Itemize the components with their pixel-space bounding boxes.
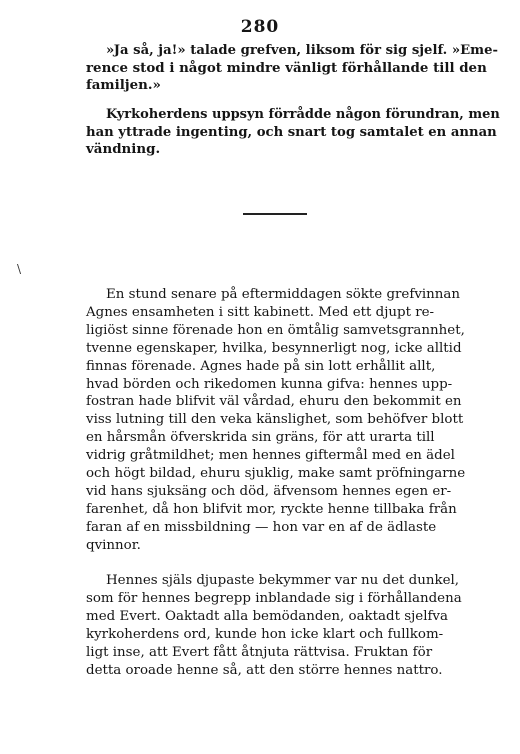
text-line: faran af en missbildning — hon var en af de ädlaste bbox=[86, 519, 437, 535]
text-line: »Ja så, ja!» talade grefven, liksom för sig sjelf. »Eme- bbox=[106, 43, 498, 58]
paragraph-2 bbox=[86, 106, 500, 159]
text-line: Hennes själs djupaste bekymmer var nu det dunkel, bbox=[106, 573, 460, 588]
text-line: qvinnor. bbox=[86, 537, 141, 553]
text-line: som för hennes begrepp inblandade sig i förhållandena bbox=[86, 590, 462, 606]
text-line: han yttrade ingenting, och snart tog samtalet en annan bbox=[86, 124, 497, 140]
text-line: fostran hade blifvit väl vårdad, ehuru den bekommit en bbox=[86, 394, 462, 410]
text-line: en hårsmån öfverskrida sin gräns, för att urarta till bbox=[86, 430, 435, 446]
text-line: vidrig gråtmildhet; men hennes giftermål med en ädel bbox=[86, 448, 455, 464]
margin-mark: \ bbox=[17, 262, 22, 276]
text-line: med Evert. Oaktadt alla bemödanden, oaktadt sjelfva bbox=[86, 608, 448, 624]
text-line: farenhet, då hon blifvit mor, ryckte henne tillbaka från bbox=[86, 501, 457, 517]
text-line: kyrkoherdens ord, kunde hon icke klart och fullkom- bbox=[86, 626, 444, 642]
text-line: Kyrkoherdens uppsyn förrådde någon förundran, men bbox=[106, 107, 500, 122]
text-line: tvenne egenskaper, hvilka, besynnerligt nog, icke alltid bbox=[86, 340, 462, 356]
text-line: finnas förenade. Agnes hade på sin lott erhållit allt, bbox=[86, 358, 436, 374]
section-divider bbox=[243, 213, 307, 215]
text-line: familjen.» bbox=[86, 77, 161, 94]
text-line: rence stod i något mindre vänligt förhållande till den bbox=[86, 59, 487, 76]
text-line: Agnes ensamheten i sitt kabinett. Med ett djupt re- bbox=[86, 304, 435, 320]
text-line: hvad börden och rikedomen kunna gifva: hennes upp- bbox=[86, 376, 453, 392]
text-line: och högt bildad, ehuru sjuklig, make samt pröfningarne bbox=[86, 466, 466, 482]
page-number: 280 bbox=[240, 17, 280, 37]
text-line: vid hans sjuksäng och död, äfvensom hennes egen er- bbox=[86, 483, 452, 499]
text-line: ligt inse, att Evert fått åtnjuta rättvisa. Fruktan för bbox=[86, 644, 433, 660]
paragraph-3 bbox=[86, 286, 500, 555]
text-line: detta oroade henne så, att den större hennes nattro. bbox=[86, 662, 443, 678]
text-line: ligiöst sinne förenade hon en ömtålig samvetsgrannhet, bbox=[86, 322, 465, 338]
paragraph-4 bbox=[86, 572, 500, 679]
text-line: viss lutning till den veka känslighet, som behöfver blott bbox=[86, 412, 464, 428]
text-line: vändning. bbox=[86, 141, 161, 158]
text-line: En stund senare på eftermiddagen sökte grefvinnan bbox=[106, 287, 461, 302]
paragraph-1 bbox=[86, 42, 500, 95]
